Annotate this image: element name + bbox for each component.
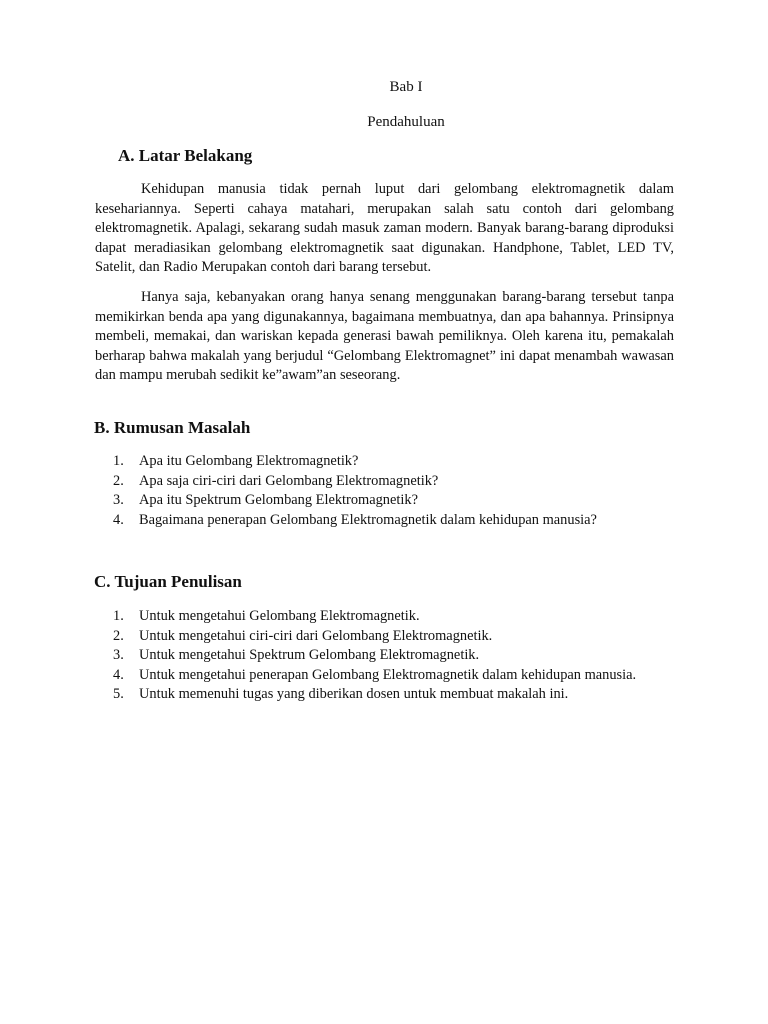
list-number: 3. <box>113 492 124 508</box>
section-heading-tujuan-penulisan: C. Tujuan Penulisan <box>94 572 242 591</box>
chapter-subtitle: Pendahuluan <box>367 114 445 130</box>
section-heading-rumusan-masalah: B. Rumusan Masalah <box>94 418 251 437</box>
list-item <box>113 491 597 511</box>
list-item <box>113 627 636 647</box>
list-number: 5. <box>113 686 124 702</box>
list-item <box>113 685 636 705</box>
list-item-text: Untuk mengetahui Gelombang Elektromagnetik. <box>139 608 420 624</box>
list-item-text: Apa itu Spektrum Gelombang Elektromagnetik? <box>139 492 418 508</box>
list-number: 1. <box>113 608 124 624</box>
list-item <box>113 666 636 686</box>
tujuan-penulisan-list <box>113 607 636 705</box>
list-item-text: Untuk mengetahui Spektrum Gelombang Elektromagnetik. <box>139 647 480 663</box>
paragraph: Kehidupan manusia tidak pernah luput dari gelombang elektromagnetik dalam kesehariannya. Seperti cahaya matahari, merupakan salah satu contoh dari gelombang elektromagnetik. Apalagi, sekarang sudah masuk zaman modern. Banyak barang-barang diproduksi dapat meradiasikan gelombang elektromagnetik saat digunakan. Handphone, Tablet, LED TV, Satelit, dan Radio Merupakan contoh dari barang tersebut. <box>95 181 674 275</box>
chapter-title: Bab I <box>389 79 423 95</box>
list-number: 1. <box>113 453 124 469</box>
list-item-text: Bagaimana penerapan Gelombang Elektromagnetik dalam kehidupan manusia? <box>139 511 597 528</box>
list-number: 4. <box>113 666 124 683</box>
list-item <box>113 646 636 666</box>
list-item <box>113 607 636 627</box>
list-item <box>113 511 597 531</box>
list-number: 2. <box>113 472 124 489</box>
list-item-text: Apa saja ciri-ciri dari Gelombang Elektromagnetik? <box>139 472 439 489</box>
list-item-text: Untuk mengetahui ciri-ciri dari Gelombang Elektromagnetik. <box>139 627 493 644</box>
list-item-text: Apa itu Gelombang Elektromagnetik? <box>139 453 359 469</box>
list-number: 4. <box>113 511 124 528</box>
list-number: 2. <box>113 627 124 644</box>
list-number: 3. <box>113 647 124 663</box>
paragraph: Hanya saja, kebanyakan orang hanya senang menggunakan barang-barang tersebut tanpa memikirkan benda apa yang digunakannya, bagaimana membuatnya, dan apa bahannya. Prinsipnya membeli, memakai, dan wariskan kepada generasi bawah pemiliknya. Oleh karena itu, pemakalah berharap bahwa makalah yang berjudul “Gelombang Elektromagnet” ini dapat menambah wawasan dan mampu merubah sedikit ke”awam”an seseorang. <box>95 289 674 383</box>
list-item <box>113 472 597 492</box>
list-item-text: Untuk memenuhi tugas yang diberikan dosen untuk membuat makalah ini. <box>139 686 569 702</box>
rumusan-masalah-list <box>113 452 597 530</box>
list-item-text: Untuk mengetahui penerapan Gelombang Elektromagnetik dalam kehidupan manusia. <box>139 666 637 683</box>
list-item <box>113 452 597 472</box>
section-heading-latar-belakang: A. Latar Belakang <box>118 146 253 165</box>
